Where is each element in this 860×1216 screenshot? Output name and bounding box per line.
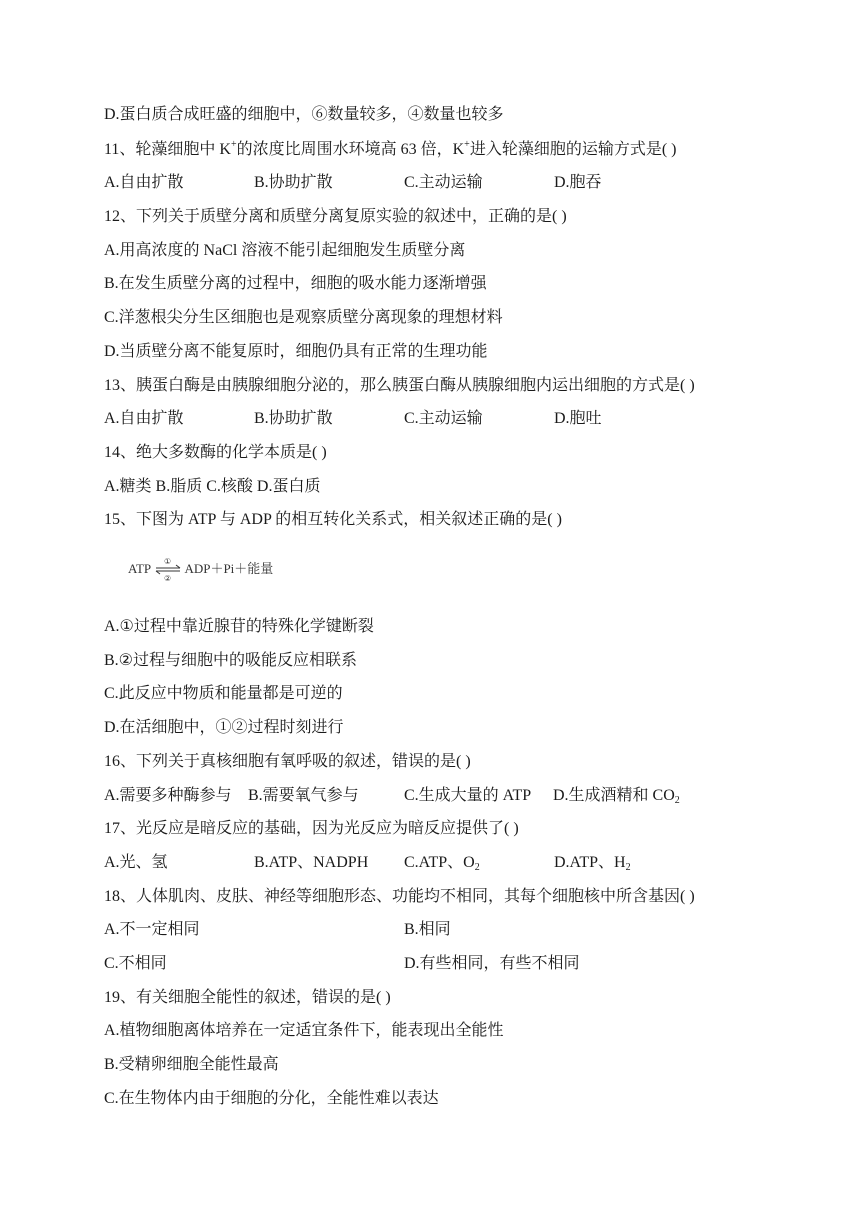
- q16-option-d: [553, 785, 680, 807]
- q11-option-a: A.自由扩散: [104, 174, 184, 191]
- q11-text-c: 进入轮藻细胞的运输方式是( ): [469, 141, 677, 158]
- q19-option-c: C.在生物体内由于细胞的分化，全能性难以表达: [104, 1090, 439, 1107]
- q12-option-a: A.用高浓度的 NaCl 溶液不能引起细胞发生质壁分离: [104, 242, 466, 259]
- atp-adp-equation: [128, 557, 274, 584]
- eq-atp: ATP: [128, 561, 151, 576]
- q17-option-c-text: C.ATP、O: [404, 854, 475, 871]
- q15-option-a: A.①过程中靠近腺苷的特殊化学键断裂: [104, 618, 374, 635]
- q16-option-c: C.生成大量的 ATP: [404, 787, 532, 804]
- q18-option-b: B.相同: [404, 921, 451, 938]
- q11-option-d: D.胞吞: [554, 174, 602, 191]
- subscript: 2: [674, 795, 680, 806]
- q16-option-b: B.需要氧气参与: [248, 787, 359, 804]
- q11-text-b: 的浓度比周围水环境高 63 倍，K: [236, 141, 465, 158]
- q12-option-d: D.当质壁分离不能复原时，细胞仍具有正常的生理功能: [104, 343, 488, 360]
- question-19: 19、有关细胞全能性的叙述，错误的是( ): [104, 989, 391, 1006]
- q17-option-c: [404, 852, 480, 874]
- q18-option-c: C.不相同: [104, 955, 167, 972]
- question-11: [104, 139, 676, 161]
- question-14: 14、绝大多数酶的化学本质是( ): [104, 444, 327, 461]
- q12-option-b: B.在发生质壁分离的过程中，细胞的吸水能力逐渐增强: [104, 275, 487, 292]
- q16-option-a: A.需要多种酶参与: [104, 787, 232, 804]
- q18-option-a: A.不一定相同: [104, 921, 200, 938]
- q14-options: A.糖类 B.脂质 C.核酸 D.蛋白质: [104, 478, 321, 495]
- q18-options-row2: [104, 953, 744, 975]
- q17-options: [104, 852, 744, 874]
- q16-option-d-text: D.生成酒精和 CO: [553, 787, 675, 804]
- q13-option-b: B.协助扩散: [254, 410, 333, 427]
- subscript: 2: [625, 862, 631, 873]
- q15-option-b: B.②过程与细胞中的吸能反应相联系: [104, 652, 358, 669]
- q11-option-b: B.协助扩散: [254, 174, 333, 191]
- q13-option-d: D.胞吐: [554, 410, 602, 427]
- q15-option-c: C.此反应中物质和能量都是可逆的: [104, 685, 343, 702]
- eq-products: ADP＋Pi＋能量: [184, 561, 274, 576]
- q13-options: [104, 408, 744, 430]
- q11-text-a: 11、轮藻细胞中 K: [104, 141, 231, 158]
- eq-step-2: ②: [163, 574, 172, 584]
- question-12: 12、下列关于质壁分离和质壁分离复原实验的叙述中，正确的是( ): [104, 208, 567, 225]
- q19-option-b: B.受精卵细胞全能性最高: [104, 1056, 279, 1073]
- q18-options-row1: [104, 919, 744, 941]
- question-13: 13、胰蛋白酶是由胰腺细胞分泌的，那么胰蛋白酶从胰腺细胞内运出细胞的方式是( ): [104, 377, 695, 394]
- reversible-arrow-icon: [155, 557, 181, 584]
- eq-step-1: ①: [163, 557, 172, 567]
- question-15: 15、下图为 ATP 与 ADP 的相互转化关系式，相关叙述正确的是( ): [104, 511, 562, 528]
- q17-option-d: [554, 852, 631, 874]
- q11-options: [104, 172, 744, 194]
- q16-options: [104, 785, 744, 807]
- question-18: 18、人体肌肉、皮肤、神经等细胞形态、功能均不相同，其每个细胞核中所含基因( ): [104, 888, 695, 905]
- q17-option-d-text: D.ATP、H: [554, 854, 626, 871]
- subscript: 2: [474, 862, 480, 873]
- q18-option-d: D.有些相同，有些不相同: [404, 955, 580, 972]
- q13-option-c: C.主动运输: [404, 410, 483, 427]
- q17-option-b: B.ATP、NADPH: [254, 854, 369, 871]
- q17-option-a: A.光、氢: [104, 854, 168, 871]
- q11-superscript: +: [230, 139, 237, 150]
- question-16: 16、下列关于真核细胞有氧呼吸的叙述，错误的是( ): [104, 753, 471, 770]
- q15-option-d: D.在活细胞中，①②过程时刻进行: [104, 719, 344, 736]
- q12-option-c: C.洋葱根尖分生区细胞也是观察质壁分离现象的理想材料: [104, 309, 503, 326]
- q19-option-a: A.植物细胞离体培养在一定适宜条件下，能表现出全能性: [104, 1022, 504, 1039]
- q13-option-a: A.自由扩散: [104, 410, 184, 427]
- q10-option-d: D.蛋白质合成旺盛的细胞中，⑥数量较多，④数量也较多: [104, 106, 504, 123]
- q11-option-c: C.主动运输: [404, 174, 483, 191]
- question-17: 17、光反应是暗反应的基础，因为光反应为暗反应提供了( ): [104, 820, 519, 837]
- q11-superscript: +: [464, 139, 470, 150]
